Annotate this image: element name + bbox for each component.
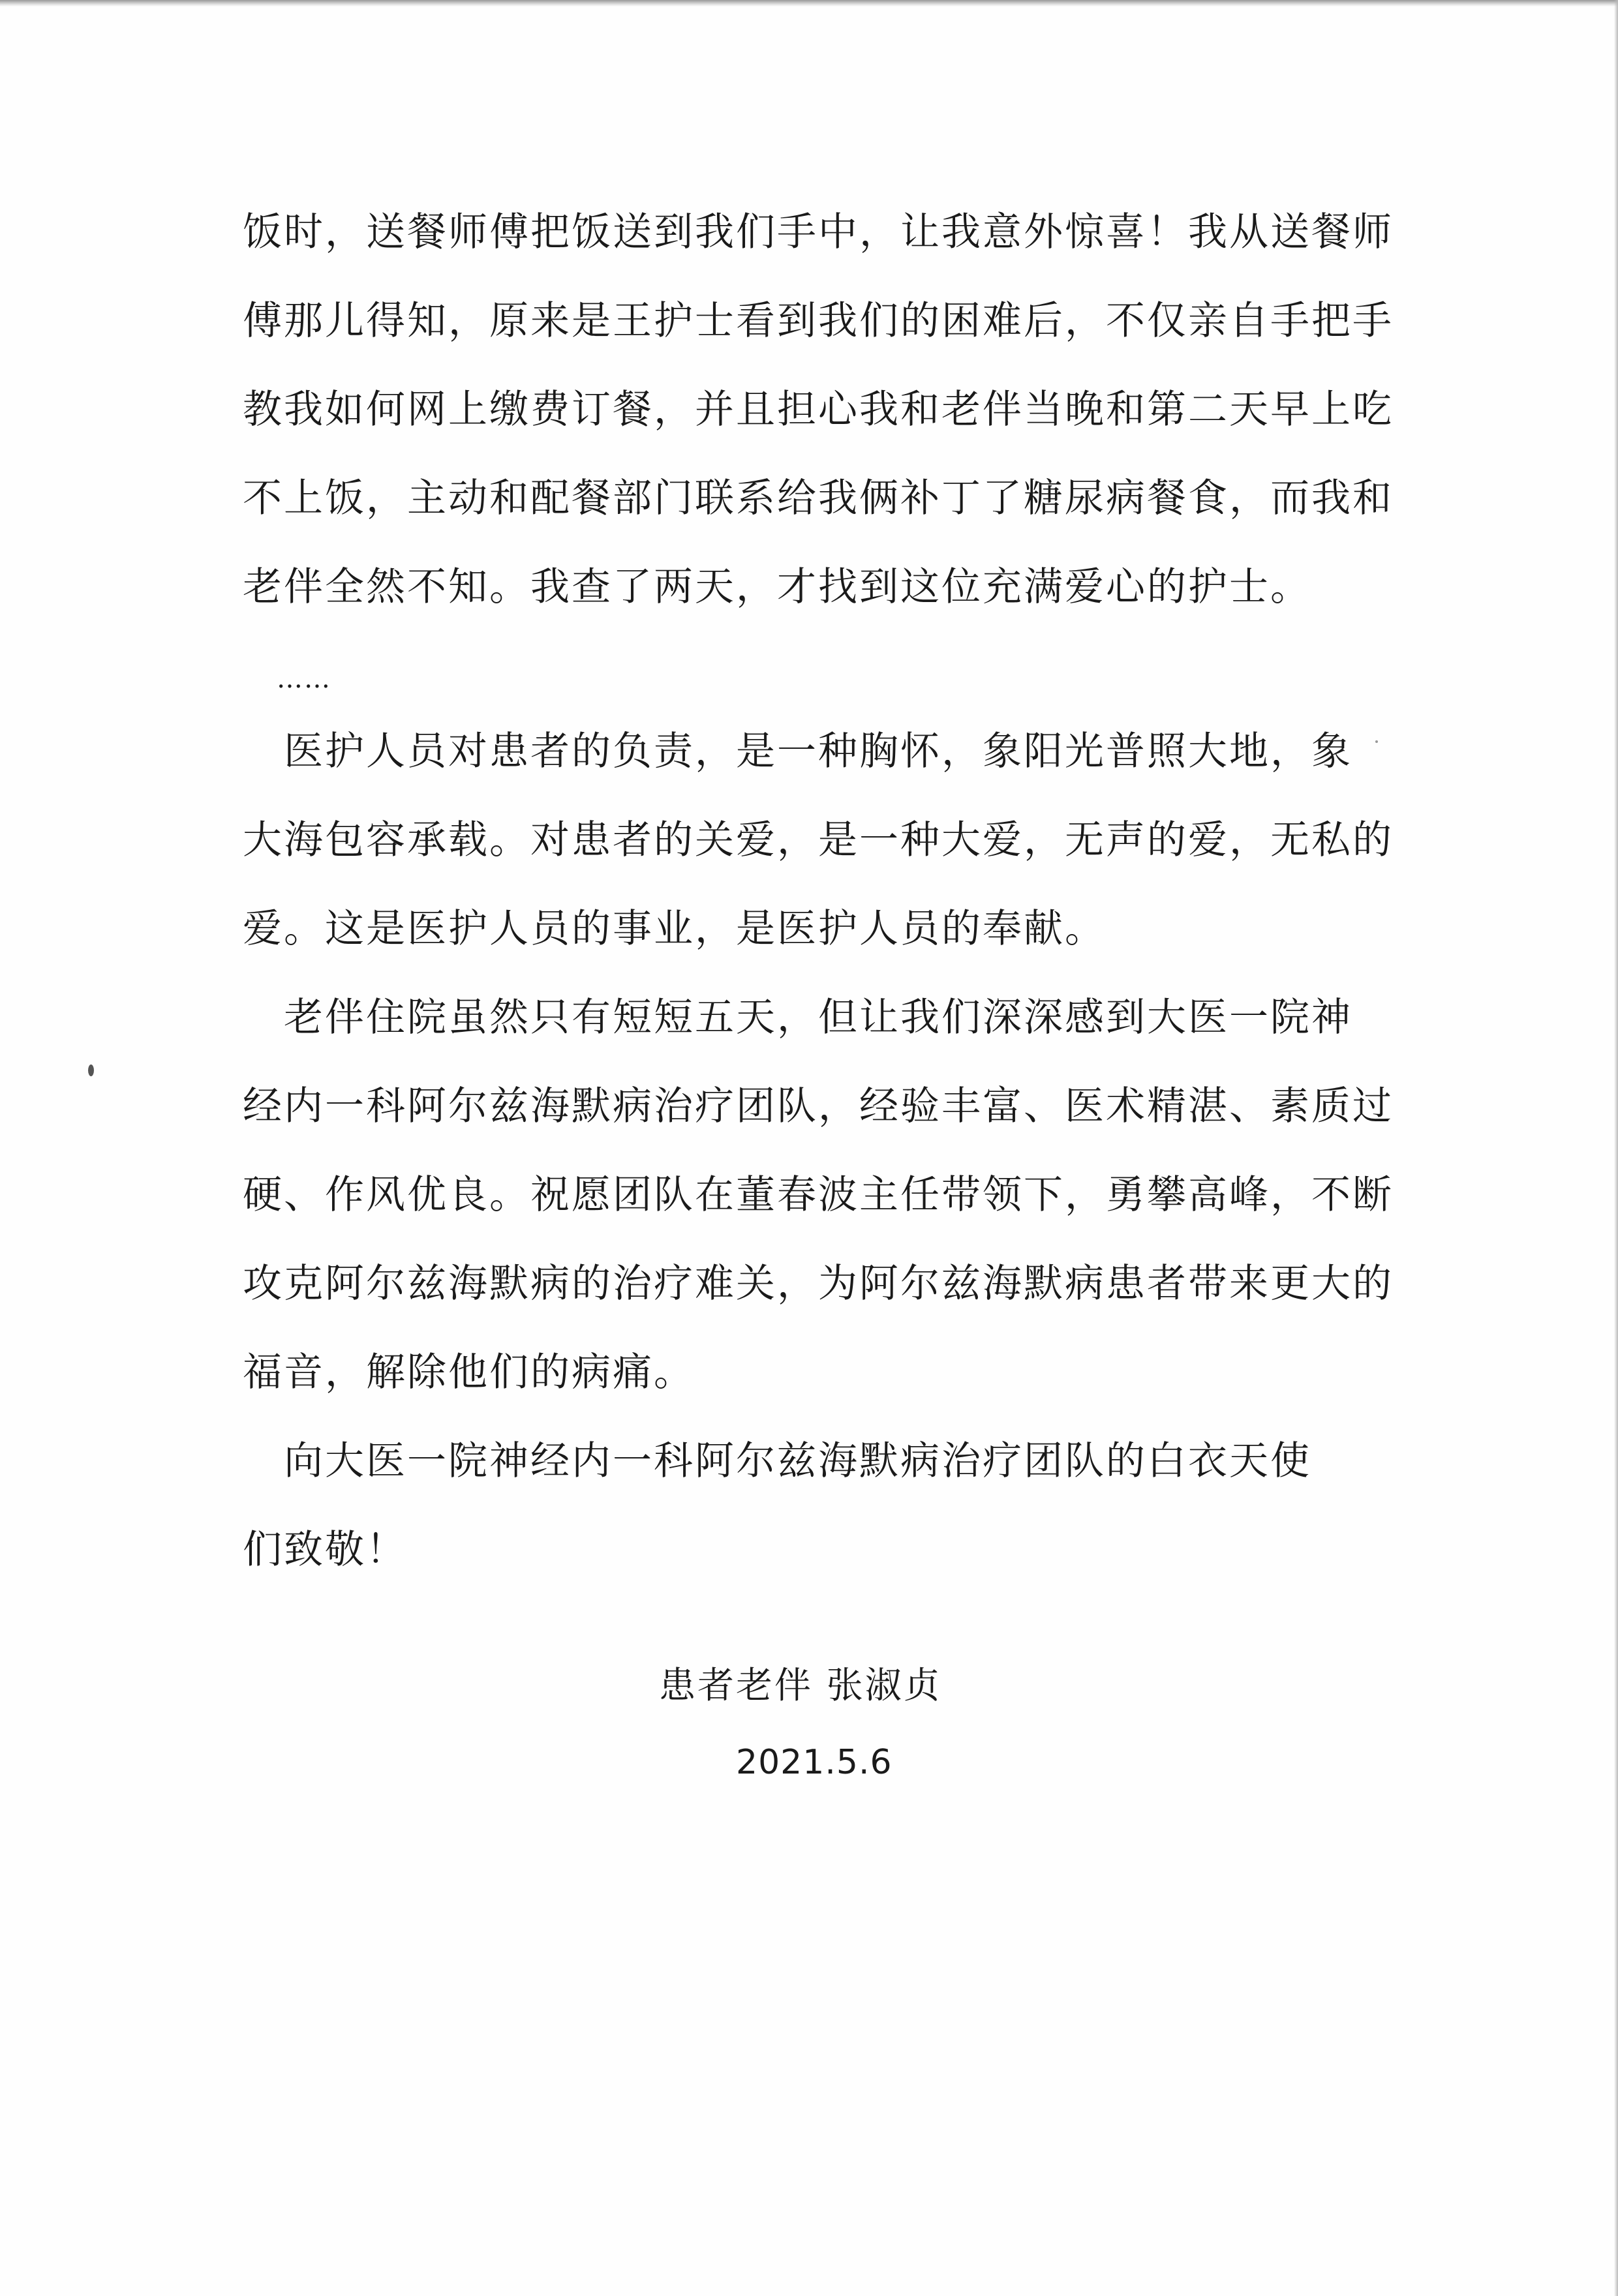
paragraph-3-line-1: 老伴住院虽然只有短短五天，但让我们深深感到大医一院神 xyxy=(243,995,1352,1040)
paragraph-3-line-5: 福音，解除他们的病痛。 xyxy=(243,1350,695,1395)
paragraph-2-line-1: 医护人员对患者的负责，是一种胸怀，象阳光普照大地，象 xyxy=(243,729,1352,774)
paragraph-2-line-2: 大海包容承载。对患者的关爱，是一种大爱，无声的爱，无私的 xyxy=(243,817,1394,863)
paragraph-3-line-3: 硬、作风优良。祝愿团队在董春波主任带领下，勇攀高峰，不断 xyxy=(243,1172,1394,1218)
signature: 患者老伴 张淑贞 xyxy=(659,1665,942,1707)
paragraph-1-line-1: 饭时，送餐师傅把饭送到我们手中，让我意外惊喜！我从送餐师 xyxy=(243,209,1394,255)
paragraph-3-line-2: 经内一科阿尔兹海默病治疗团队，经验丰富、医术精湛、素质过 xyxy=(243,1083,1394,1129)
paragraph-2-line-3: 爱。这是医护人员的事业，是医护人员的奉献。 xyxy=(243,906,1106,952)
paragraph-1-line-3: 教我如何网上缴费订餐，并且担心我和老伴当晚和第二天早上吃 xyxy=(243,387,1394,432)
scan-speck xyxy=(1375,740,1378,743)
ellipsis: …… xyxy=(277,664,331,694)
scan-shadow-top xyxy=(0,0,1618,7)
paragraph-1-line-2: 傅那儿得知，原来是王护士看到我们的困难后，不仅亲自手把手 xyxy=(243,298,1394,344)
paragraph-4-line-1: 向大医一院神经内一科阿尔兹海默病治疗团队的白衣天使 xyxy=(243,1438,1311,1484)
scan-shadow-right xyxy=(1614,0,1618,2296)
scan-speck xyxy=(88,1065,94,1076)
paragraph-1-line-5: 老伴全然不知。我查了两天，才找到这位充满爱心的护士。 xyxy=(243,564,1311,610)
letter-date: 2021.5.6 xyxy=(736,1743,893,1782)
paragraph-4-line-2: 们致敬！ xyxy=(243,1527,407,1573)
paragraph-3-line-4: 攻克阿尔兹海默病的治疗难关，为阿尔兹海默病患者带来更大的 xyxy=(243,1261,1394,1307)
paragraph-1-line-4: 不上饭，主动和配餐部门联系给我俩补丁了糖尿病餐食，而我和 xyxy=(243,476,1394,521)
